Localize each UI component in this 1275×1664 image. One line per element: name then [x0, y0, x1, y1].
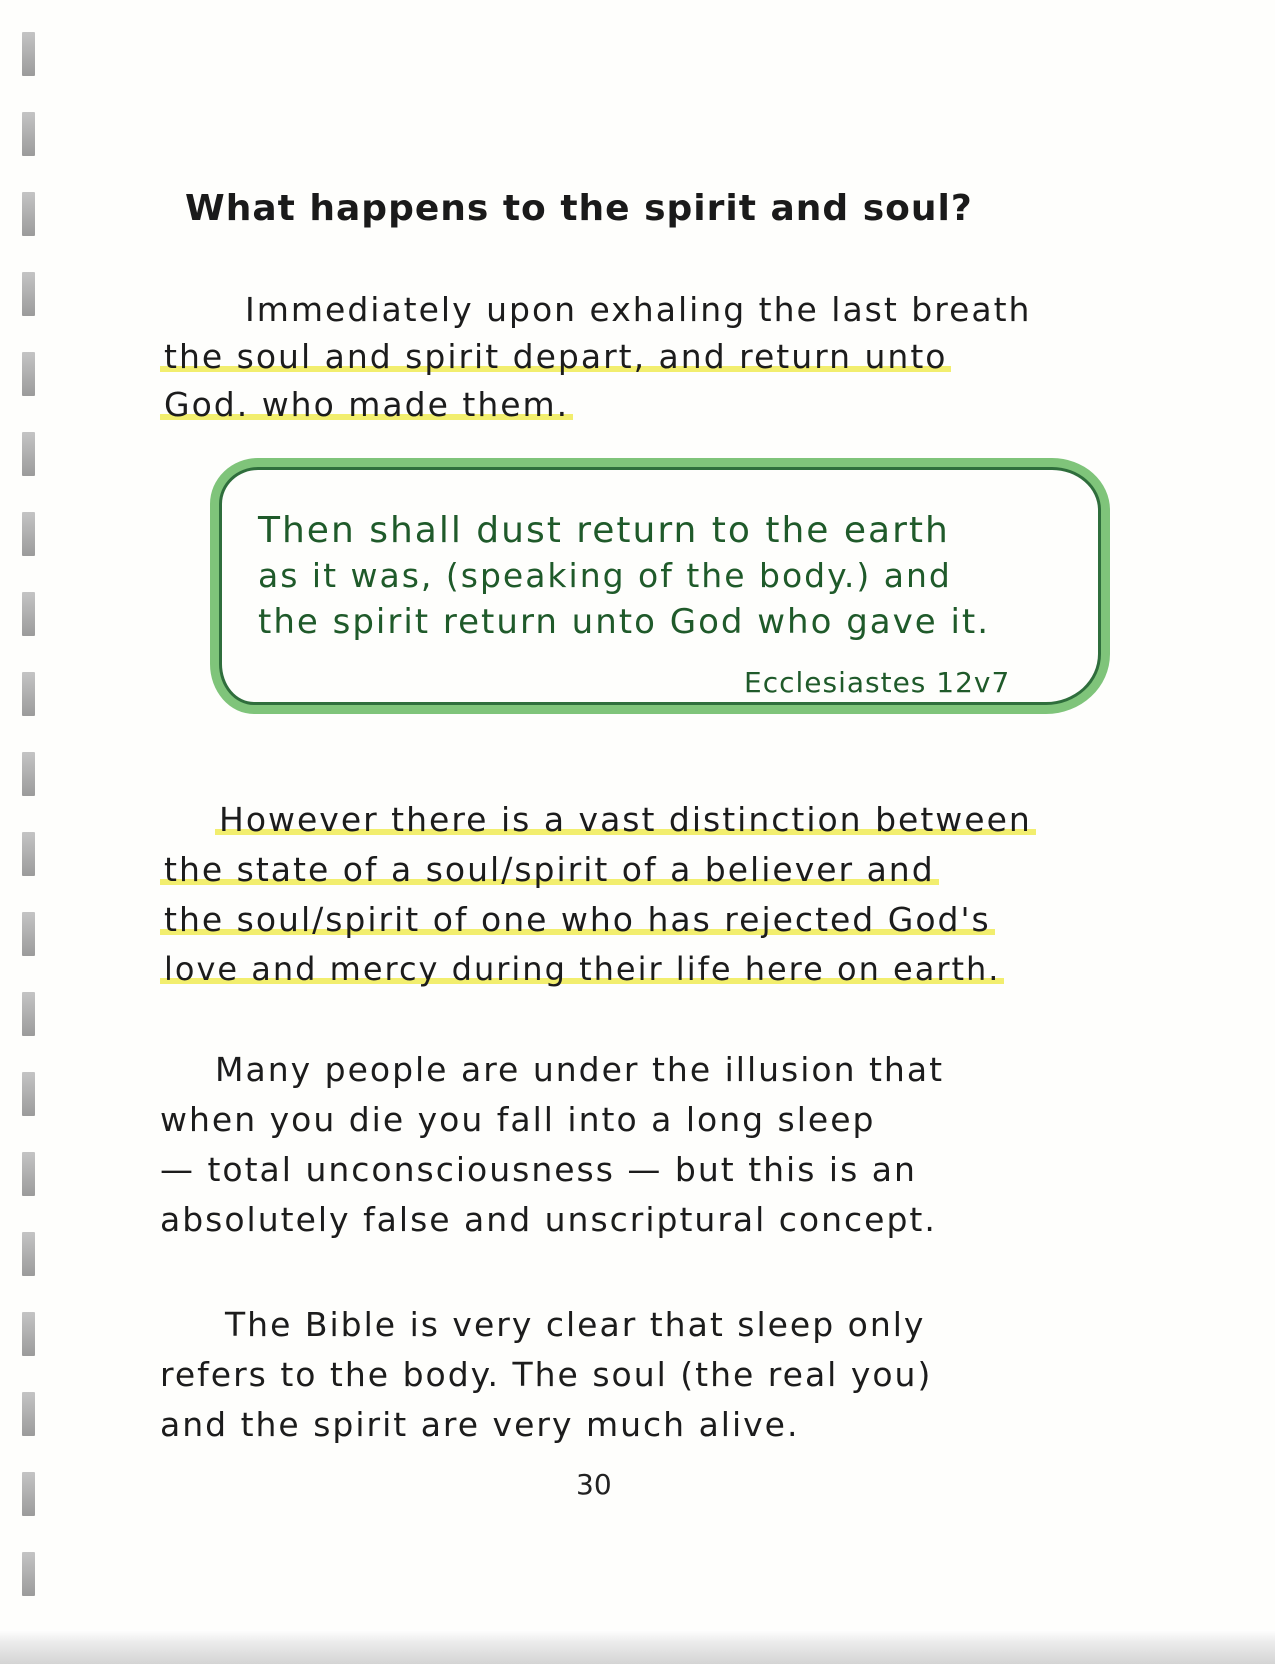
- page-heading: What happens to the spirit and soul?: [185, 188, 973, 229]
- highlighted-text: the soul/spirit of one who has rejected God's: [160, 900, 995, 939]
- binding-hole: [22, 1552, 35, 1596]
- binding-hole: [22, 112, 35, 156]
- highlighted-text: love and mercy during their life here on earth.: [160, 950, 1004, 988]
- binding-hole: [22, 32, 35, 76]
- binding-hole: [22, 432, 35, 476]
- binding-hole: [22, 352, 35, 396]
- highlighted-text: God. who made them.: [160, 385, 573, 424]
- binding-hole: [22, 592, 35, 636]
- binding-hole: [22, 272, 35, 316]
- binding-hole: [22, 1392, 35, 1436]
- paragraph-3-line: when you die you fall into a long sleep: [160, 1100, 876, 1139]
- verse-line: Then shall dust return to the earth: [258, 510, 950, 551]
- paragraph-2-line: [160, 900, 995, 939]
- binding-hole: [22, 672, 35, 716]
- paragraph-3-line: Many people are under the illusion that: [215, 1050, 945, 1089]
- page-number: 30: [576, 1468, 612, 1501]
- binding-hole: [22, 1472, 35, 1516]
- paragraph-4-line: The Bible is very clear that sleep only: [225, 1305, 926, 1344]
- spiral-binding: [0, 0, 60, 1664]
- paragraph-4-line: refers to the body. The soul (the real you): [160, 1355, 933, 1394]
- binding-hole: [22, 1312, 35, 1356]
- highlighted-text: the state of a soul/spirit of a believer and: [160, 850, 939, 889]
- highlighted-text: However there is a vast distinction between: [215, 800, 1036, 839]
- binding-hole: [22, 512, 35, 556]
- binding-hole: [22, 1072, 35, 1116]
- page-bottom-edge: [0, 1630, 1275, 1664]
- paragraph-3-line: — total unconsciousness — but this is an: [160, 1150, 917, 1189]
- verse-reference: Ecclesiastes 12v7: [744, 666, 1011, 699]
- paragraph-4-line: and the spirit are very much alive.: [160, 1405, 800, 1444]
- binding-hole: [22, 1232, 35, 1276]
- paragraph-3-line: absolutely false and unscriptural concept.: [160, 1200, 937, 1239]
- paragraph-1-line: [160, 337, 951, 376]
- binding-hole: [22, 752, 35, 796]
- binding-hole: [22, 992, 35, 1036]
- paragraph-1-line: Immediately upon exhaling the last breath: [245, 290, 1032, 329]
- paragraph-1-line: [160, 385, 573, 424]
- verse-line: the spirit return unto God who gave it.: [258, 602, 991, 642]
- binding-hole: [22, 1152, 35, 1196]
- highlighted-text: the soul and spirit depart, and return unto: [160, 337, 951, 376]
- binding-hole: [22, 192, 35, 236]
- binding-hole: [22, 832, 35, 876]
- binding-hole: [22, 912, 35, 956]
- paragraph-2-line: [215, 800, 1036, 839]
- verse-line: as it was, (speaking of the body.) and: [258, 556, 952, 595]
- paragraph-2-line: [160, 850, 939, 889]
- paragraph-2-line: [160, 950, 1004, 988]
